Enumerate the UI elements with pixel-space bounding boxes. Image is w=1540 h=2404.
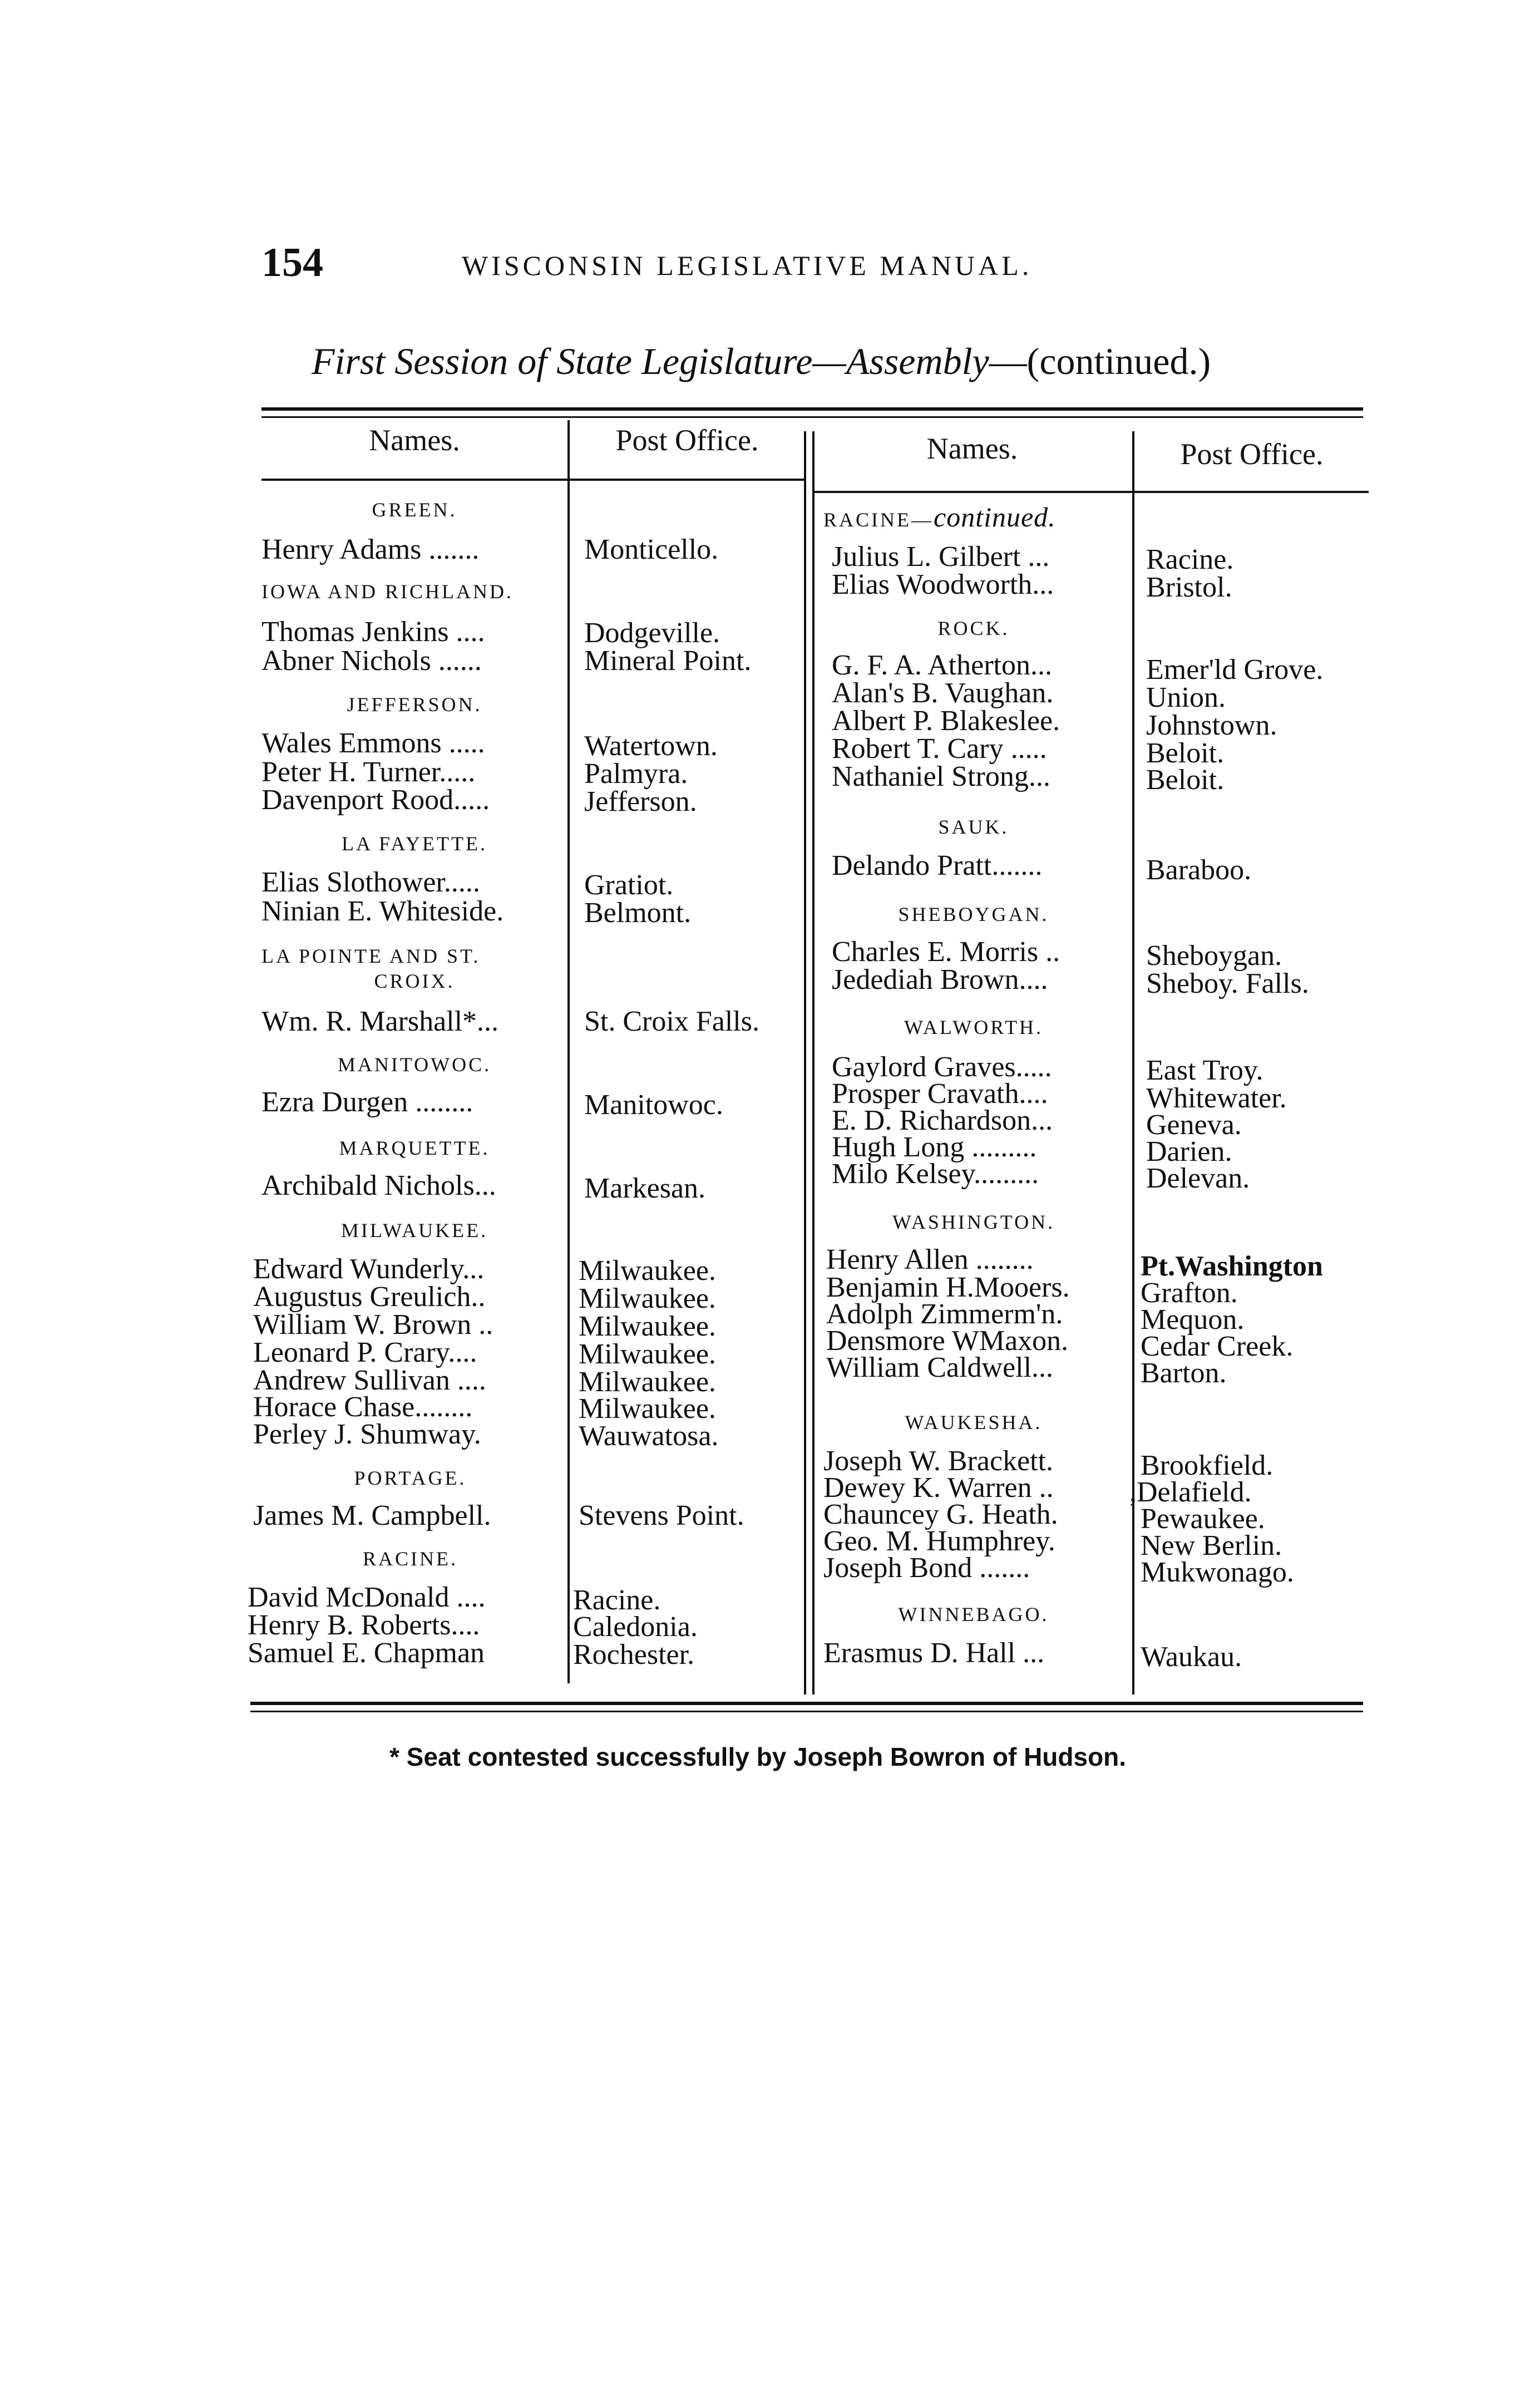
member-name: Ninian E. Whiteside.: [261, 895, 504, 927]
member-post-office: Sheboygan.: [1146, 940, 1282, 972]
col-head-names-left: Names.: [369, 423, 460, 457]
member-post-office: Stevens Point.: [579, 1500, 744, 1531]
member-name: Davenport Rood.....: [261, 784, 490, 816]
footnote: * Seat contested successfully by Joseph Bowron of Hudson.: [389, 1742, 1127, 1771]
member-name: Henry B. Roberts....: [248, 1609, 480, 1641]
member-post-office: Milwaukee.: [579, 1255, 716, 1287]
member-post-office: Barton.: [1141, 1357, 1227, 1389]
member-post-office: Delevan.: [1146, 1162, 1250, 1194]
county-heading: GREEN.: [372, 499, 457, 521]
county-heading: [823, 501, 1129, 533]
column-divider-center-1: [804, 431, 806, 1694]
member-post-office: Dodgeville.: [584, 617, 720, 649]
county-heading: IOWA AND RICHLAND.: [261, 580, 514, 603]
member-post-office: Brookfield.: [1141, 1450, 1274, 1481]
member-post-office: Watertown.: [584, 730, 718, 762]
member-name: Thomas Jenkins ....: [261, 616, 485, 648]
county-heading-label: RACINE—: [823, 509, 934, 531]
col-head-postoffice-right: Post Office.: [1180, 437, 1324, 471]
member-name: Hugh Long .........: [832, 1131, 1037, 1163]
bottom-rule-thin: [250, 1711, 1363, 1712]
member-name: Gaylord Graves.....: [832, 1051, 1052, 1083]
table-title-italic: First Session of State Legislature—Assembly: [312, 340, 989, 382]
member-name: Henry Adams .......: [261, 534, 480, 565]
member-post-office: Milwaukee.: [579, 1393, 716, 1425]
county-heading: SAUK.: [938, 816, 1009, 838]
member-name: Ezra Durgen ........: [261, 1086, 473, 1118]
county-heading: RACINE.: [363, 1548, 458, 1570]
member-post-office: Union.: [1146, 682, 1226, 713]
member-post-office: Pt.Washington: [1141, 1250, 1323, 1282]
member-name: Erasmus D. Hall ...: [823, 1637, 1045, 1669]
member-post-office: Mineral Point.: [584, 645, 752, 677]
member-post-office: Gratiot.: [584, 869, 674, 901]
member-post-office: Sheboy. Falls.: [1146, 968, 1309, 999]
member-post-office: Caledonia.: [573, 1611, 698, 1643]
member-post-office: Monticello.: [584, 534, 719, 565]
member-name: Chauncey G. Heath.: [823, 1499, 1058, 1530]
member-name: David McDonald ....: [248, 1582, 486, 1613]
member-name: Leonard P. Crary....: [253, 1337, 477, 1368]
member-post-office: Waukau.: [1141, 1641, 1242, 1673]
county-heading: MANITOWOC.: [337, 1053, 492, 1076]
county-heading: ROCK.: [937, 617, 1010, 639]
member-post-office: East Troy.: [1146, 1055, 1263, 1086]
member-post-office: Milwaukee.: [579, 1311, 716, 1342]
county-heading: WINNEBAGO.: [898, 1603, 1049, 1625]
member-post-office: Racine.: [1146, 544, 1234, 575]
member-name: Andrew Sullivan ....: [253, 1364, 486, 1396]
county-heading: LA POINTE AND ST.: [261, 945, 481, 967]
header-underline-right: [812, 491, 1369, 493]
member-name: Benjamin H.Mooers.: [826, 1272, 1070, 1303]
member-name: Prosper Cravath....: [832, 1078, 1048, 1110]
member-name: Robert T. Cary .....: [832, 733, 1047, 765]
member-name: Wm. R. Marshall*...: [261, 1006, 499, 1037]
page-header: [261, 239, 1363, 306]
member-post-office: St. Croix Falls.: [584, 1006, 759, 1037]
member-name: Joseph W. Brackett.: [823, 1445, 1054, 1477]
member-post-office: Milwaukee.: [579, 1366, 716, 1398]
col-head-postoffice-left: Post Office.: [615, 423, 759, 457]
member-post-office: Jefferson.: [584, 786, 697, 817]
member-name: Elias Slothower.....: [261, 866, 480, 898]
member-post-office: Wauwatosa.: [579, 1420, 719, 1452]
member-name: Abner Nichols ......: [261, 645, 482, 677]
county-heading: WAUKESHA.: [905, 1411, 1043, 1433]
member-name: William W. Brown ..: [253, 1309, 493, 1341]
member-name: Augustus Greulich..: [253, 1281, 486, 1313]
member-post-office: Grafton.: [1141, 1277, 1238, 1309]
county-heading: MILWAUKEE.: [340, 1219, 488, 1242]
member-name: Archibald Nichols...: [261, 1170, 496, 1201]
table-title-continued: —(continued.): [989, 340, 1211, 382]
member-post-office: Milwaukee.: [579, 1283, 716, 1314]
member-post-office: Beloit.: [1146, 764, 1225, 796]
header-underline-left: [261, 479, 804, 481]
member-post-office: Mukwonago.: [1141, 1556, 1294, 1588]
member-name: Julius L. Gilbert ...: [832, 541, 1050, 573]
member-name: Jedediah Brown....: [832, 964, 1048, 996]
member-name: Elias Woodworth...: [832, 569, 1054, 600]
county-heading: CROIX.: [374, 970, 455, 992]
county-heading: JEFFERSON.: [347, 693, 482, 716]
member-name: Charles E. Morris ..: [832, 936, 1060, 968]
member-post-office: Baraboo.: [1146, 854, 1252, 886]
member-post-office: Rochester.: [573, 1639, 695, 1671]
table-title: [312, 339, 1369, 383]
member-post-office: Bristol.: [1146, 572, 1232, 603]
member-name: Henry Allen ........: [826, 1244, 1034, 1275]
member-name: E. D. Richardson...: [832, 1105, 1053, 1136]
member-name: Densmore WMaxon.: [826, 1325, 1069, 1357]
member-name: Adolph Zimmerm'n.: [826, 1298, 1063, 1330]
member-name: Edward Wunderly...: [253, 1253, 485, 1285]
member-name: Samuel E. Chapman: [248, 1637, 485, 1669]
member-name: William Caldwell...: [826, 1352, 1054, 1383]
member-post-office: Belmont.: [584, 897, 692, 929]
member-post-office: New Berlin.: [1141, 1530, 1282, 1561]
member-name: Peter H. Turner.....: [261, 756, 476, 788]
member-post-office: Cedar Creek.: [1141, 1331, 1294, 1362]
column-divider-left: [567, 420, 570, 1683]
member-name: Nathaniel Strong...: [832, 761, 1050, 792]
member-post-office: Emer'ld Grove.: [1146, 654, 1324, 686]
member-post-office: ,Delafield.: [1129, 1476, 1252, 1508]
member-name: Albert P. Blakeslee.: [832, 705, 1060, 737]
member-name: Delando Pratt.......: [832, 850, 1043, 881]
member-name: Dewey K. Warren ..: [823, 1472, 1054, 1504]
page-number: 154: [261, 240, 323, 285]
member-name: Milo Kelsey.........: [832, 1158, 1039, 1190]
member-name: Joseph Bond .......: [823, 1552, 1030, 1584]
member-post-office: Manitowoc.: [584, 1089, 723, 1121]
member-name: Alan's B. Vaughan.: [832, 677, 1054, 709]
county-heading: SHEBOYGAN.: [898, 903, 1049, 925]
running-head: WISCONSIN LEGISLATIVE MANUAL.: [462, 250, 1033, 281]
member-post-office: Darien.: [1146, 1136, 1232, 1167]
member-post-office: Whitewater.: [1146, 1082, 1287, 1114]
column-divider-center-2: [812, 431, 815, 1694]
county-heading: PORTAGE.: [354, 1467, 467, 1489]
member-post-office: Palmyra.: [584, 758, 688, 790]
member-name: Horace Chase........: [253, 1391, 473, 1423]
member-post-office: Markesan.: [584, 1173, 706, 1204]
county-heading: LA FAYETTE.: [341, 832, 487, 855]
col-head-names-right: Names.: [926, 432, 1018, 465]
member-post-office: Johnstown.: [1146, 710, 1277, 741]
county-heading: WALWORTH.: [904, 1016, 1044, 1038]
member-post-office: Beloit.: [1146, 737, 1225, 769]
assembly-table: [245, 406, 1374, 1686]
county-heading: WASHINGTON.: [892, 1211, 1055, 1233]
county-heading: MARQUETTE.: [339, 1137, 490, 1159]
member-name: Geo. M. Humphrey.: [823, 1525, 1055, 1557]
member-post-office: Pewaukee.: [1141, 1503, 1265, 1535]
member-name: James M. Campbell.: [253, 1500, 491, 1531]
bottom-rule-thick: [250, 1702, 1363, 1705]
member-post-office: Mequon.: [1141, 1304, 1245, 1336]
member-post-office: Racine.: [573, 1584, 661, 1616]
member-name: Wales Emmons .....: [261, 727, 485, 759]
member-post-office: Geneva.: [1146, 1109, 1242, 1141]
member-post-office: Milwaukee.: [579, 1338, 716, 1370]
member-name: Perley J. Shumway.: [253, 1418, 481, 1450]
member-name: G. F. A. Atherton...: [832, 649, 1052, 681]
county-heading-continued: continued.: [934, 501, 1056, 533]
